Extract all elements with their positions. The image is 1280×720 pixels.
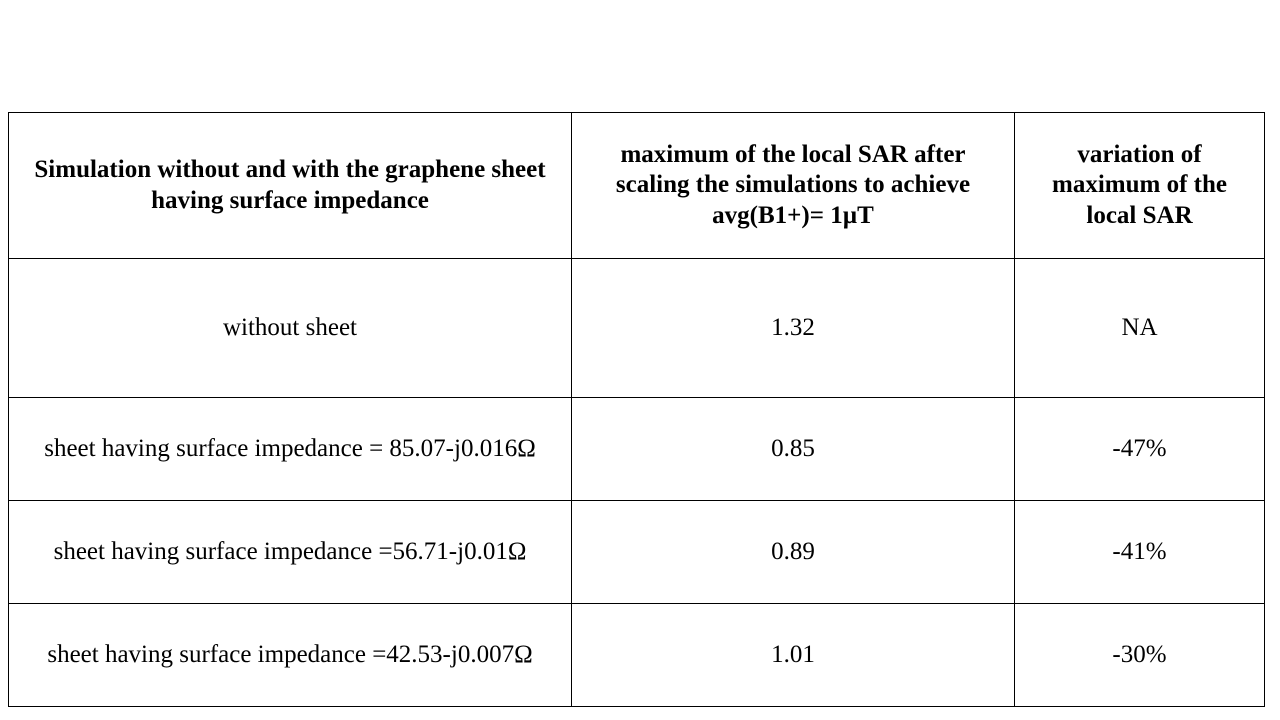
cell-variation: NA [1015,259,1265,398]
table-row [9,501,1265,604]
cell-variation: -41% [1015,501,1265,604]
cell-variation: -47% [1015,398,1265,501]
cell-max-local-sar: 1.32 [572,259,1015,398]
cell-simulation: sheet having surface impedance =42.53-j0.007Ω [9,604,572,707]
cell-variation: -30% [1015,604,1265,707]
column-header-variation: variation of maximum of the local SAR [1015,113,1265,259]
table-row [9,604,1265,707]
table-header [9,113,1265,259]
column-header-max-local-sar: maximum of the local SAR after scaling the simulations to achieve avg(B1+)= 1µT [572,113,1015,259]
cell-max-local-sar: 1.01 [572,604,1015,707]
cell-max-local-sar: 0.89 [572,501,1015,604]
cell-simulation: without sheet [9,259,572,398]
table-body [9,259,1265,707]
table-row [9,398,1265,501]
column-header-simulation: Simulation without and with the graphene sheet having surface impedance [9,113,572,259]
cell-max-local-sar: 0.85 [572,398,1015,501]
cell-simulation: sheet having surface impedance =56.71-j0.01Ω [9,501,572,604]
sar-results-table [8,112,1265,707]
sar-table-container [8,112,1272,707]
table-row [9,259,1265,398]
table-header-row [9,113,1265,259]
cell-simulation: sheet having surface impedance = 85.07-j0.016Ω [9,398,572,501]
